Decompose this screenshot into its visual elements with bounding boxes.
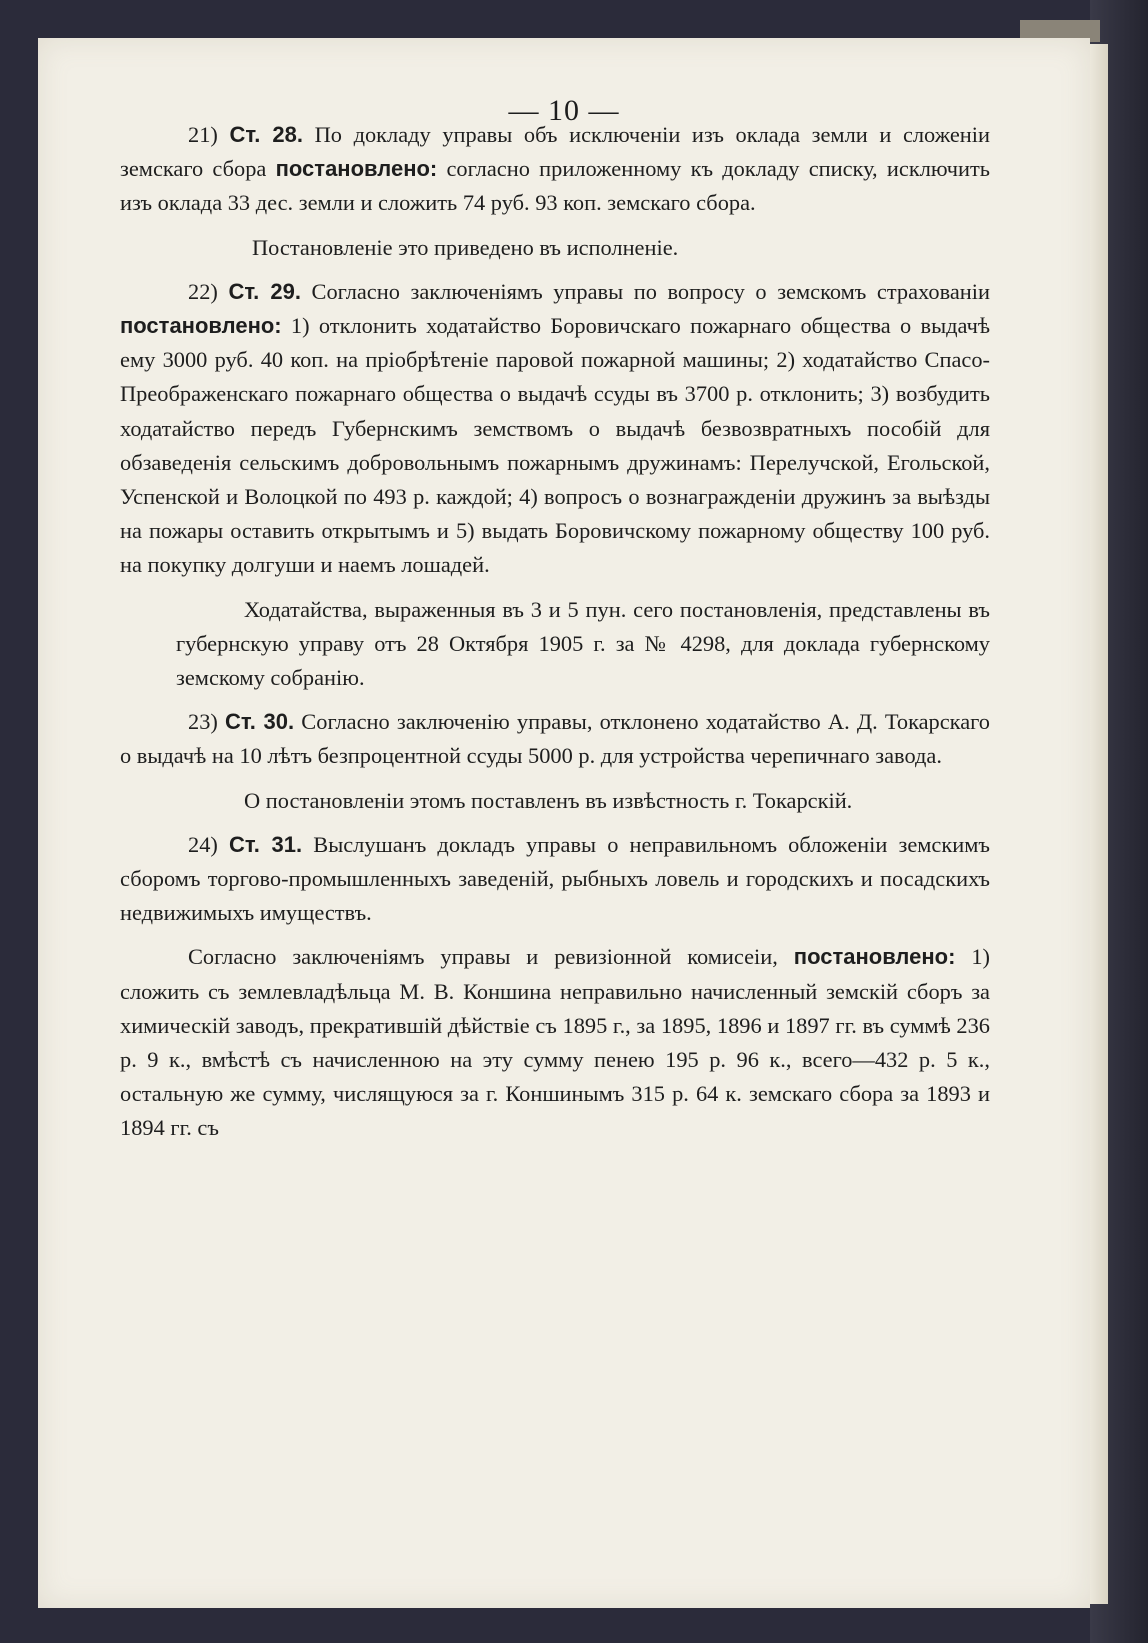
- decision-keyword: постановлено:: [120, 313, 282, 339]
- notification-note: О постановленіи этомъ поставленъ въ извѣстность г. Токарскій.: [244, 787, 853, 813]
- paragraph-item-24: [120, 828, 990, 931]
- decision-keyword: постановлено:: [275, 156, 438, 182]
- paragraph-text: 1) отклонить ходатайство Боровичскаго пожарнаго общества о выдачѣ ему 3000 руб. 40 коп. на пріобрѣтеніе паровой пожарной машины; 2) ходатайство Спасо-Преображенскаго пожарнаго общества о выдачѣ ссуды въ 3700 р. отклонить; 3) возбудить ходатайство передъ Губернскимъ земствомъ о выдачѣ безвозвратныхъ пособій для обзаведенія сельскимъ добровольнымъ пожарнымъ дружинамъ: Перелучской, Егольской, Успенской и Волоцкой по 493 р. каждой; 4) вопросъ о вознагражденіи дружинъ за выѣзды на пожары оставить открытымъ и 5) выдать Боровичскому пожарному обществу 100 руб. на покупку долгуши и наемъ лошадей.: [120, 313, 990, 578]
- paragraph-text: Согласно заключенію управы, отклонено ходатайство А. Д. Токарскаго о выдачѣ на 10 лѣтъ безпроцентной ссуды 5000 р. для устройства черепичнаго завода.: [120, 709, 990, 769]
- decision-keyword: постановлено:: [793, 944, 956, 970]
- paragraph-item-22: [120, 275, 990, 583]
- article-ref: Ст. 31.: [229, 831, 303, 857]
- page-edge: [1090, 44, 1108, 1604]
- article-ref: Ст. 28.: [229, 122, 304, 147]
- paragraph-text: 1) сложить съ землевладѣльца М. В. Коншина неправильно начисленный земскій сборъ за химическій заводъ, прекратившій дѣйствіе съ 1895 г., за 1895, 1896 и 1897 гг. въ суммѣ 236 р. 9 к., вмѣстѣ съ начисленною на эту сумму пенею 195 р. 96 к., всего—432 р. 5 к., остальную же сумму, числящуюся за г. Коншинымъ 315 р. 64 к. земскаго сбора за 1893 и 1894 гг. съ: [120, 944, 990, 1141]
- paragraph-text: согласно приложенному къ докладу списку, исключить изъ оклада 33 дес. земли и сложить 74 руб. 93 коп. земскаго сбора.: [120, 156, 990, 216]
- article-ref: Ст. 29.: [228, 278, 301, 304]
- paragraph-text: Согласно заключеніямъ управы и ревизіонной комисеіи,: [188, 944, 794, 970]
- paragraph-decision: [120, 940, 990, 1145]
- paragraph-item-23: [120, 705, 990, 773]
- paragraph-text: Согласно заключеніямъ управы по вопросу о земскомъ страхованіи: [300, 278, 990, 304]
- paragraph-text: Выслушанъ докладъ управы о неправильномъ обложеніи земскимъ сборомъ торгово-промышленныхъ заведеній, рыбныхъ ловель и городскихъ и посадскихъ недвижимыхъ имуществъ.: [120, 831, 990, 926]
- page-body: [120, 118, 990, 1156]
- petition-note-block: [120, 593, 990, 696]
- item-number: 23): [188, 709, 218, 735]
- paragraph-item-21: [120, 118, 990, 221]
- paragraph-text: По докладу управы объ исключеніи изъ оклада земли и сложеніи земскаго сбора: [120, 122, 990, 182]
- item-number: 21): [188, 122, 218, 147]
- page-number-header: — 10 —: [508, 94, 620, 127]
- petition-note: Ходатайства, выраженныя въ 3 и 5 пун. сего постановленія, представлены въ губернскую управу отъ 28 Октября 1905 г. за № 4298, для доклада губернскому земскому собранію.: [176, 596, 990, 691]
- item-number: 22): [188, 278, 218, 304]
- article-ref: Ст. 30.: [225, 709, 295, 735]
- item-number: 24): [188, 831, 218, 857]
- notification-note-block: [120, 784, 990, 818]
- document-page: [38, 38, 1090, 1608]
- execution-note: Постановленіе это приведено въ исполненіе.: [252, 234, 679, 260]
